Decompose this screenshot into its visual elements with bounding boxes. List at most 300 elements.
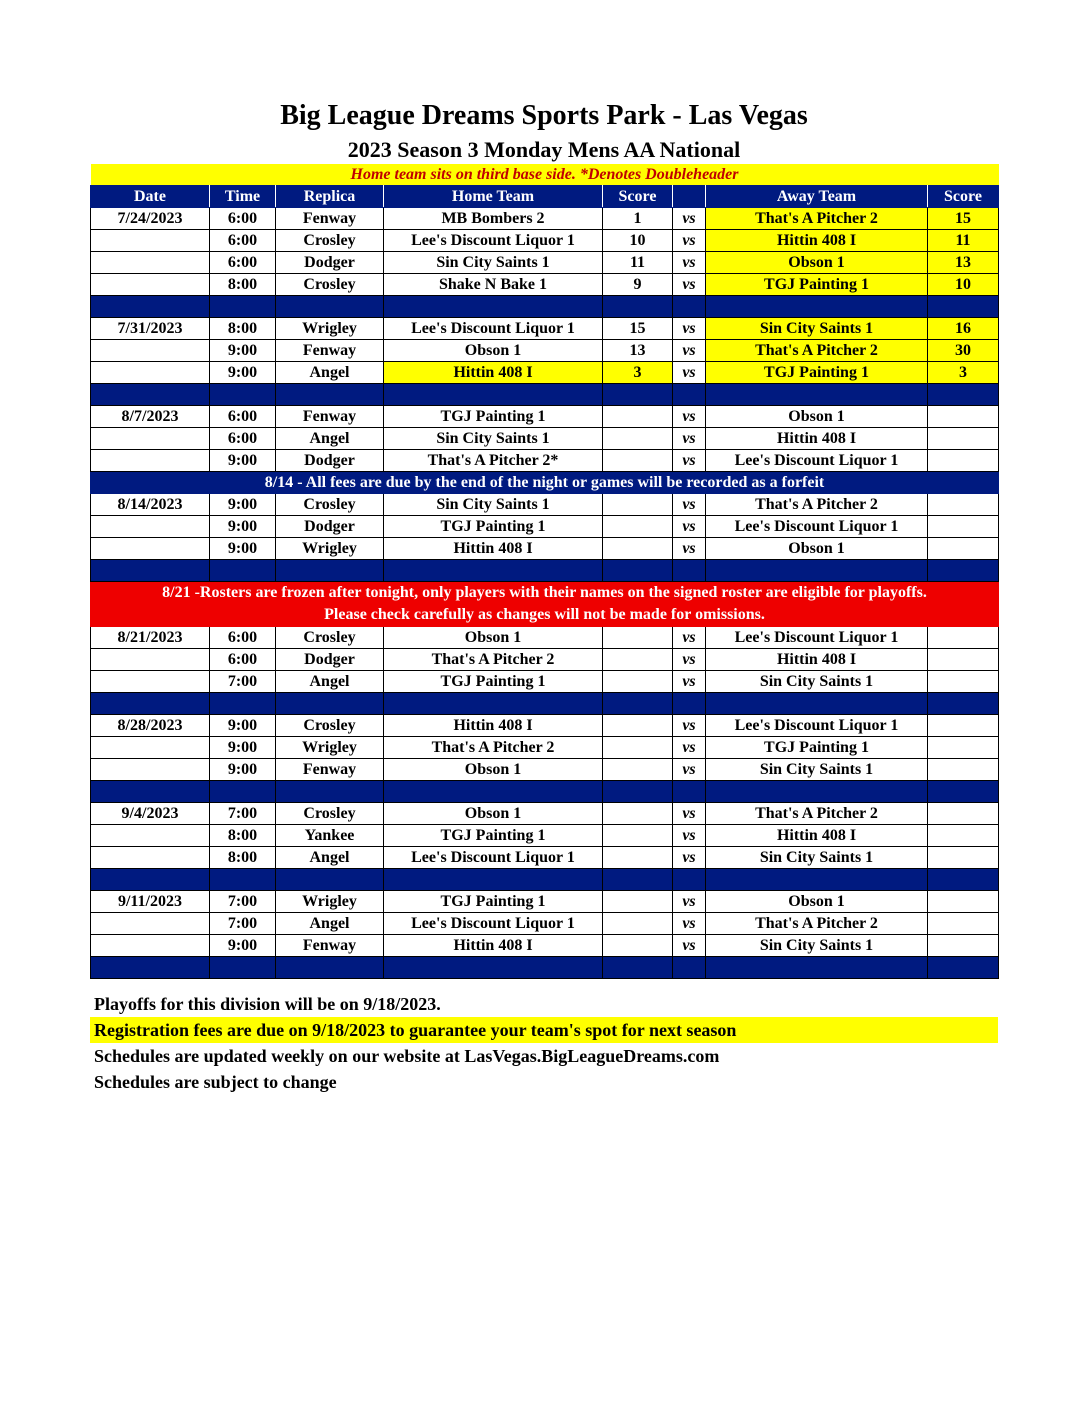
game-row — [91, 428, 999, 450]
separator-cell — [210, 693, 276, 715]
header-row — [91, 186, 999, 208]
separator-cell — [706, 781, 928, 803]
game-time: 9:00 — [210, 494, 276, 516]
game-field: Crosley — [276, 627, 384, 649]
away-score — [928, 935, 999, 957]
subject-to-change-note: Schedules are subject to change — [94, 1072, 337, 1092]
fees-banner: 8/14 - All fees are due by the end of the night or games will be recorded as a forfeit — [91, 472, 999, 494]
separator-cell — [91, 560, 210, 582]
game-row — [91, 913, 999, 935]
vs-label: vs — [673, 252, 706, 274]
away-team: That's A Pitcher 2 — [706, 494, 928, 516]
game-field: Wrigley — [276, 538, 384, 560]
separator-cell — [706, 560, 928, 582]
game-date — [91, 362, 210, 384]
game-field: Angel — [276, 671, 384, 693]
game-row — [91, 274, 999, 296]
separator-cell — [603, 781, 673, 803]
home-score — [603, 428, 673, 450]
home-score — [603, 891, 673, 913]
separator-cell — [673, 869, 706, 891]
home-team: Obson 1 — [384, 340, 603, 362]
home-score — [603, 825, 673, 847]
separator-cell — [603, 296, 673, 318]
away-score — [928, 538, 999, 560]
home-team: MB Bombers 2 — [384, 208, 603, 230]
game-row — [91, 627, 999, 649]
separator-cell — [210, 384, 276, 406]
game-time: 6:00 — [210, 406, 276, 428]
home-team: TGJ Painting 1 — [384, 406, 603, 428]
game-date: 9/4/2023 — [91, 803, 210, 825]
away-score — [928, 450, 999, 472]
away-team: TGJ Painting 1 — [706, 737, 928, 759]
home-score — [603, 737, 673, 759]
week-separator-row — [91, 869, 999, 891]
game-time: 8:00 — [210, 847, 276, 869]
playoffs-note: Playoffs for this division will be on 9/18/2023. — [94, 994, 441, 1014]
separator-cell — [91, 869, 210, 891]
separator-cell — [276, 296, 384, 318]
game-row — [91, 847, 999, 869]
home-team: TGJ Painting 1 — [384, 671, 603, 693]
home-team: Obson 1 — [384, 627, 603, 649]
game-row — [91, 737, 999, 759]
home-team: TGJ Painting 1 — [384, 891, 603, 913]
game-row — [91, 671, 999, 693]
game-field: Crosley — [276, 803, 384, 825]
separator-cell — [384, 693, 603, 715]
game-field: Fenway — [276, 935, 384, 957]
vs-label: vs — [673, 230, 706, 252]
separator-cell — [928, 957, 999, 979]
separator-cell — [928, 384, 999, 406]
game-date: 8/21/2023 — [91, 627, 210, 649]
away-score — [928, 494, 999, 516]
game-time: 8:00 — [210, 825, 276, 847]
game-date — [91, 516, 210, 538]
home-score: 1 — [603, 208, 673, 230]
vs-label: vs — [673, 715, 706, 737]
roster-freeze-banner — [91, 582, 999, 627]
game-field: Fenway — [276, 208, 384, 230]
home-score: 9 — [603, 274, 673, 296]
home-team: Hittin 408 I — [384, 935, 603, 957]
week-separator-row — [91, 296, 999, 318]
away-score — [928, 671, 999, 693]
page-subtitle: 2023 Season 3 Monday Mens AA National — [347, 137, 741, 162]
away-score — [928, 649, 999, 671]
away-score — [928, 428, 999, 450]
away-team: That's A Pitcher 2 — [706, 208, 928, 230]
game-date — [91, 847, 210, 869]
game-field: Angel — [276, 913, 384, 935]
col-header-date: Date — [91, 186, 210, 208]
game-row — [91, 538, 999, 560]
game-field: Wrigley — [276, 891, 384, 913]
vs-label: vs — [673, 847, 706, 869]
home-team: Lee's Discount Liquor 1 — [384, 230, 603, 252]
vs-label: vs — [673, 208, 706, 230]
game-field: Dodger — [276, 516, 384, 538]
away-score — [928, 825, 999, 847]
game-field: Wrigley — [276, 318, 384, 340]
separator-cell — [276, 869, 384, 891]
game-date — [91, 759, 210, 781]
away-score — [928, 759, 999, 781]
away-score — [928, 737, 999, 759]
game-row — [91, 803, 999, 825]
home-team: Sin City Saints 1 — [384, 428, 603, 450]
separator-cell — [928, 781, 999, 803]
away-score — [928, 715, 999, 737]
home-score — [603, 649, 673, 671]
separator-cell — [673, 781, 706, 803]
vs-label: vs — [673, 759, 706, 781]
separator-cell — [603, 693, 673, 715]
home-score: 15 — [603, 318, 673, 340]
vs-label: vs — [673, 362, 706, 384]
away-score: 10 — [928, 274, 999, 296]
home-team: That's A Pitcher 2 — [384, 649, 603, 671]
separator-cell — [210, 957, 276, 979]
home-score — [603, 759, 673, 781]
separator-cell — [384, 781, 603, 803]
game-row — [91, 494, 999, 516]
away-team: Hittin 408 I — [706, 230, 928, 252]
away-score — [928, 913, 999, 935]
away-score — [928, 803, 999, 825]
game-row — [91, 340, 999, 362]
separator-cell — [276, 560, 384, 582]
away-team: Obson 1 — [706, 252, 928, 274]
away-team: Lee's Discount Liquor 1 — [706, 715, 928, 737]
vs-label: vs — [673, 825, 706, 847]
game-date: 7/24/2023 — [91, 208, 210, 230]
away-team: Lee's Discount Liquor 1 — [706, 450, 928, 472]
vs-label: vs — [673, 318, 706, 340]
col-header-home-team: Home Team — [384, 186, 603, 208]
separator-cell — [384, 869, 603, 891]
vs-label: vs — [673, 494, 706, 516]
separator-cell — [928, 693, 999, 715]
week-separator-row — [91, 560, 999, 582]
separator-cell — [928, 296, 999, 318]
game-date — [91, 538, 210, 560]
vs-label: vs — [673, 340, 706, 362]
separator-cell — [673, 693, 706, 715]
game-field: Crosley — [276, 715, 384, 737]
game-date: 9/11/2023 — [91, 891, 210, 913]
away-team: Obson 1 — [706, 891, 928, 913]
separator-cell — [384, 296, 603, 318]
website-note: Schedules are updated weekly on our website at LasVegas.BigLeagueDreams.com — [94, 1046, 720, 1066]
game-row — [91, 230, 999, 252]
game-time: 6:00 — [210, 428, 276, 450]
game-date — [91, 825, 210, 847]
away-team: That's A Pitcher 2 — [706, 913, 928, 935]
separator-cell — [928, 869, 999, 891]
home-team: Lee's Discount Liquor 1 — [384, 847, 603, 869]
home-score — [603, 935, 673, 957]
game-field: Dodger — [276, 450, 384, 472]
home-score — [603, 450, 673, 472]
fees-banner-row — [91, 472, 999, 494]
separator-cell — [603, 560, 673, 582]
game-time: 7:00 — [210, 671, 276, 693]
home-score: 11 — [603, 252, 673, 274]
vs-label: vs — [673, 428, 706, 450]
away-score: 11 — [928, 230, 999, 252]
separator-cell — [91, 296, 210, 318]
game-field: Angel — [276, 362, 384, 384]
home-score — [603, 715, 673, 737]
game-row — [91, 935, 999, 957]
away-score — [928, 891, 999, 913]
game-time: 7:00 — [210, 803, 276, 825]
week-separator-row — [91, 781, 999, 803]
home-score — [603, 406, 673, 428]
game-time: 9:00 — [210, 516, 276, 538]
away-team: Hittin 408 I — [706, 649, 928, 671]
game-time: 6:00 — [210, 230, 276, 252]
vs-label: vs — [673, 671, 706, 693]
game-time: 6:00 — [210, 649, 276, 671]
home-team: Hittin 408 I — [384, 538, 603, 560]
game-time: 9:00 — [210, 362, 276, 384]
game-field: Fenway — [276, 759, 384, 781]
home-score: 3 — [603, 362, 673, 384]
home-team: TGJ Painting 1 — [384, 825, 603, 847]
game-date: 7/31/2023 — [91, 318, 210, 340]
col-header-away-team: Away Team — [706, 186, 928, 208]
home-score: 13 — [603, 340, 673, 362]
game-row — [91, 450, 999, 472]
game-date: 8/7/2023 — [91, 406, 210, 428]
away-score — [928, 406, 999, 428]
separator-cell — [706, 384, 928, 406]
home-score — [603, 627, 673, 649]
home-team: TGJ Painting 1 — [384, 516, 603, 538]
registration-note: Registration fees are due on 9/18/2023 to guarantee your team's spot for next season — [90, 1017, 998, 1043]
home-team: Sin City Saints 1 — [384, 252, 603, 274]
game-date — [91, 428, 210, 450]
game-date — [91, 649, 210, 671]
home-team: Obson 1 — [384, 759, 603, 781]
away-team: Obson 1 — [706, 406, 928, 428]
game-date — [91, 913, 210, 935]
col-header-vs — [673, 186, 706, 208]
home-team: Lee's Discount Liquor 1 — [384, 913, 603, 935]
game-time: 9:00 — [210, 935, 276, 957]
roster-freeze-banner-row — [91, 582, 999, 627]
schedule-table — [90, 164, 999, 979]
game-field: Angel — [276, 428, 384, 450]
separator-cell — [706, 869, 928, 891]
separator-cell — [673, 560, 706, 582]
game-field: Angel — [276, 847, 384, 869]
away-team: Lee's Discount Liquor 1 — [706, 627, 928, 649]
game-time: 6:00 — [210, 208, 276, 230]
away-team: Hittin 408 I — [706, 428, 928, 450]
away-team: Sin City Saints 1 — [706, 759, 928, 781]
away-score: 16 — [928, 318, 999, 340]
game-row — [91, 252, 999, 274]
game-date — [91, 450, 210, 472]
separator-cell — [91, 693, 210, 715]
vs-label: vs — [673, 913, 706, 935]
game-time: 7:00 — [210, 891, 276, 913]
away-score — [928, 516, 999, 538]
separator-cell — [706, 957, 928, 979]
away-score: 13 — [928, 252, 999, 274]
week-separator-row — [91, 957, 999, 979]
separator-cell — [91, 384, 210, 406]
game-date — [91, 230, 210, 252]
doubleheader-note-row — [91, 164, 999, 186]
vs-label: vs — [673, 406, 706, 428]
separator-cell — [706, 693, 928, 715]
game-field: Dodger — [276, 252, 384, 274]
game-time: 7:00 — [210, 913, 276, 935]
away-score — [928, 847, 999, 869]
game-time: 8:00 — [210, 274, 276, 296]
away-team: Sin City Saints 1 — [706, 318, 928, 340]
away-team: Lee's Discount Liquor 1 — [706, 516, 928, 538]
home-team: Hittin 408 I — [384, 362, 603, 384]
game-date — [91, 274, 210, 296]
vs-label: vs — [673, 935, 706, 957]
home-team: Shake N Bake 1 — [384, 274, 603, 296]
separator-cell — [673, 957, 706, 979]
vs-label: vs — [673, 538, 706, 560]
week-separator-row — [91, 693, 999, 715]
home-team: That's A Pitcher 2* — [384, 450, 603, 472]
col-header-home-score: Score — [603, 186, 673, 208]
separator-cell — [384, 560, 603, 582]
away-team: Sin City Saints 1 — [706, 935, 928, 957]
vs-label: vs — [673, 274, 706, 296]
home-score: 10 — [603, 230, 673, 252]
separator-cell — [276, 957, 384, 979]
separator-cell — [673, 296, 706, 318]
away-score — [928, 627, 999, 649]
game-field: Crosley — [276, 494, 384, 516]
game-date — [91, 935, 210, 957]
game-row — [91, 649, 999, 671]
home-team: Hittin 408 I — [384, 715, 603, 737]
away-team: Sin City Saints 1 — [706, 847, 928, 869]
col-header-away-score: Score — [928, 186, 999, 208]
separator-cell — [276, 384, 384, 406]
separator-cell — [276, 693, 384, 715]
game-date — [91, 340, 210, 362]
separator-cell — [603, 384, 673, 406]
separator-cell — [603, 957, 673, 979]
doubleheader-note: Home team sits on third base side. *Denotes Doubleheader — [91, 164, 999, 186]
separator-cell — [210, 296, 276, 318]
game-time: 9:00 — [210, 538, 276, 560]
game-field: Dodger — [276, 649, 384, 671]
home-team: Sin City Saints 1 — [384, 494, 603, 516]
separator-cell — [673, 384, 706, 406]
home-score — [603, 516, 673, 538]
page-title: Big League Dreams Sports Park - Las Vegas — [280, 100, 808, 131]
home-score — [603, 494, 673, 516]
vs-label: vs — [673, 627, 706, 649]
away-team: Hittin 408 I — [706, 825, 928, 847]
game-time: 9:00 — [210, 737, 276, 759]
game-row — [91, 891, 999, 913]
away-team: TGJ Painting 1 — [706, 362, 928, 384]
separator-cell — [91, 781, 210, 803]
away-score: 30 — [928, 340, 999, 362]
separator-cell — [276, 781, 384, 803]
game-date: 8/14/2023 — [91, 494, 210, 516]
game-row — [91, 406, 999, 428]
home-score — [603, 671, 673, 693]
home-team: Obson 1 — [384, 803, 603, 825]
away-score: 3 — [928, 362, 999, 384]
game-time: 9:00 — [210, 715, 276, 737]
vs-label: vs — [673, 737, 706, 759]
game-time: 9:00 — [210, 759, 276, 781]
away-team: That's A Pitcher 2 — [706, 803, 928, 825]
game-row — [91, 516, 999, 538]
away-team: TGJ Painting 1 — [706, 274, 928, 296]
roster-freeze-line-2: Please check carefully as changes will not be made for omissions. — [324, 606, 765, 623]
game-date — [91, 737, 210, 759]
game-row — [91, 208, 999, 230]
home-team: That's A Pitcher 2 — [384, 737, 603, 759]
col-header-replica: Replica — [276, 186, 384, 208]
separator-cell — [928, 560, 999, 582]
separator-cell — [706, 296, 928, 318]
game-row — [91, 825, 999, 847]
game-field: Fenway — [276, 340, 384, 362]
away-team: That's A Pitcher 2 — [706, 340, 928, 362]
home-score — [603, 913, 673, 935]
game-field: Crosley — [276, 230, 384, 252]
game-row — [91, 362, 999, 384]
home-score — [603, 538, 673, 560]
game-field: Wrigley — [276, 737, 384, 759]
game-date — [91, 671, 210, 693]
col-header-time: Time — [210, 186, 276, 208]
away-score: 15 — [928, 208, 999, 230]
game-field: Yankee — [276, 825, 384, 847]
game-row — [91, 759, 999, 781]
home-score — [603, 803, 673, 825]
home-score — [603, 847, 673, 869]
game-row — [91, 715, 999, 737]
vs-label: vs — [673, 891, 706, 913]
separator-cell — [603, 869, 673, 891]
away-team: Obson 1 — [706, 538, 928, 560]
game-field: Crosley — [276, 274, 384, 296]
separator-cell — [384, 384, 603, 406]
vs-label: vs — [673, 803, 706, 825]
away-team: Sin City Saints 1 — [706, 671, 928, 693]
game-field: Fenway — [276, 406, 384, 428]
game-date — [91, 252, 210, 274]
game-date: 8/28/2023 — [91, 715, 210, 737]
game-time: 8:00 — [210, 318, 276, 340]
separator-cell — [91, 957, 210, 979]
game-row — [91, 318, 999, 340]
week-separator-row — [91, 384, 999, 406]
game-time: 9:00 — [210, 450, 276, 472]
